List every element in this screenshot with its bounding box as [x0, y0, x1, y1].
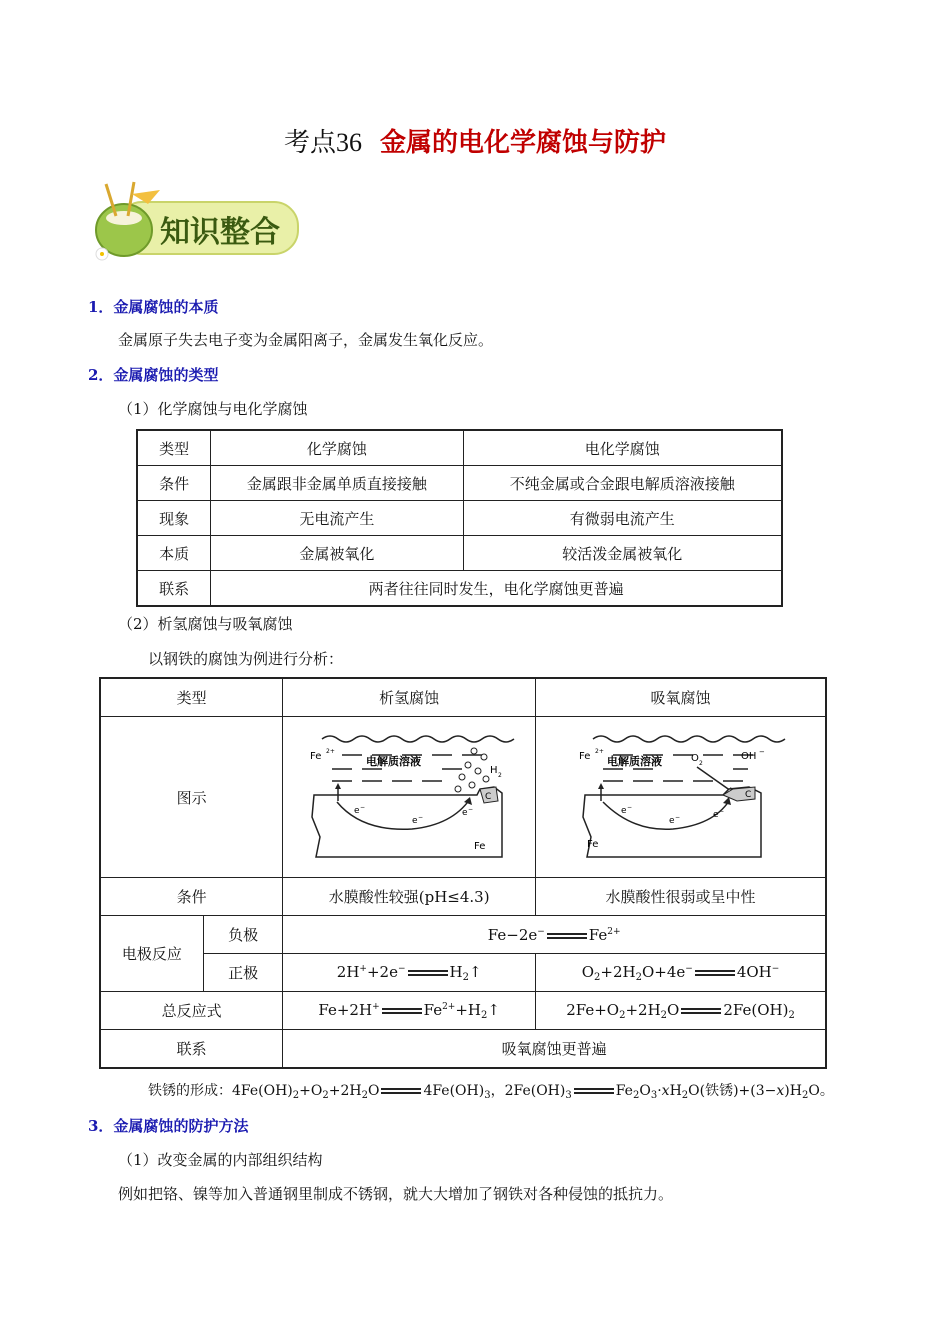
table-cell: 条件 — [100, 878, 283, 916]
svg-text:e: e — [669, 816, 675, 826]
table-cell: 负极 — [203, 916, 283, 954]
table-cell: 联系 — [137, 571, 211, 607]
rust-formation: 铁锈的形成：$4Fe(OH)_2+O_2+2H_2O$ $4Fe(OH)_3$，$2Fe(OH)_3$ $Fe_2O_3\cdot xH_2O$(铁锈)$+(3-x)H_2O$。 — [148, 1083, 834, 1101]
table-cell: 水膜酸性很弱或呈中性 — [536, 878, 826, 916]
title-prefix: 考点36 — [283, 128, 362, 157]
table-cell: 金属被氧化 — [211, 536, 463, 571]
h2-label: H — [489, 765, 498, 776]
table-cell: 析氢腐蚀 — [283, 678, 536, 717]
svg-text:−: − — [627, 804, 633, 811]
table-cell: 正极 — [203, 954, 283, 992]
table-row — [100, 1030, 826, 1069]
svg-text:Fe: Fe — [579, 751, 591, 762]
table-cell: 现象 — [137, 501, 211, 536]
chemical-vs-electrochemical-table — [136, 429, 783, 607]
section-2-sub1: （1）化学腐蚀与电化学腐蚀 — [118, 400, 308, 418]
oxygen-corrosion-diagram — [536, 717, 826, 878]
table-cell: 金属跟非金属单质直接接触 — [211, 466, 463, 501]
table-cell: 电化学腐蚀 — [463, 430, 782, 466]
section-3-sub1: （1）改变金属的内部组织结构 — [118, 1151, 323, 1169]
svg-text:−: − — [467, 806, 473, 813]
o2-label: O — [691, 753, 699, 764]
svg-text:C: C — [745, 790, 752, 800]
hydrogen-corrosion-diagram — [283, 717, 536, 878]
svg-text:−: − — [359, 804, 365, 811]
svg-text:Fe: Fe — [587, 839, 599, 850]
svg-text:2+: 2+ — [595, 748, 604, 755]
table-row — [137, 536, 782, 571]
svg-text:2: 2 — [699, 760, 703, 767]
table-cell: 联系 — [100, 1030, 283, 1069]
svg-text:−: − — [675, 814, 681, 821]
table-cell: 吸氧腐蚀 — [536, 678, 826, 717]
carbon-label: C — [484, 792, 491, 802]
table-cell: 两者往往同时发生，电化学腐蚀更普遍 — [211, 571, 782, 607]
section-1-heading: 1．金属腐蚀的本质 — [88, 298, 219, 316]
cathode-oxygen-equation: $O_2+2H_2O+4e^-$ 4OH− — [536, 954, 826, 992]
table-cell: 图示 — [100, 717, 283, 878]
total-oxygen-equation: $2Fe+O_2+2H_2O$ $2Fe(OH)_2$ — [536, 992, 826, 1030]
svg-text:−: − — [759, 748, 765, 756]
knowledge-banner — [88, 180, 303, 266]
fe2-charge: 2+ — [325, 748, 335, 755]
svg-text:e: e — [411, 816, 418, 826]
table-cell: 条件 — [137, 466, 211, 501]
table-row — [100, 717, 826, 878]
section-3-body: 例如把铬、镍等加入普通钢里制成不锈钢，就大大增加了钢铁对各种侵蚀的抵抗力。 — [118, 1185, 674, 1203]
section-2-heading: 2．金属腐蚀的类型 — [88, 366, 219, 384]
svg-text:−: − — [719, 808, 725, 815]
oh-label: OH — [741, 751, 757, 762]
fe2-label: Fe — [309, 751, 322, 762]
table-cell: 无电流产生 — [211, 501, 463, 536]
table-row — [100, 678, 826, 717]
section-1-body: 金属原子失去电子变为金属阳离子，金属发生氧化反应。 — [118, 331, 494, 349]
title-main: 金属的电化学腐蚀与防护 — [380, 128, 667, 158]
section-3-heading: 3．金属腐蚀的防护方法 — [88, 1117, 249, 1135]
table-cell: 本质 — [137, 536, 211, 571]
fe-label: Fe — [473, 841, 486, 852]
h2-sub: 2 — [497, 772, 502, 779]
table-row — [137, 571, 782, 607]
table-row — [137, 430, 782, 466]
electron-label: e — [353, 806, 360, 816]
table-cell: 较活泼金属被氧化 — [463, 536, 782, 571]
svg-text:−: − — [417, 814, 423, 821]
table-row — [100, 878, 826, 916]
total-hydrogen-equation: Fe+2H+ $Fe^{2+}+H_2↑$ — [283, 992, 536, 1030]
table-row — [137, 466, 782, 501]
table-cell: 类型 — [100, 678, 283, 717]
anode-equation: Fe−2e− $Fe^{2+}$ — [283, 916, 826, 954]
section-2-sub2: （2）析氢腐蚀与吸氧腐蚀 — [118, 615, 293, 633]
table-cell: 电极反应 — [100, 916, 203, 992]
table-cell: 吸氧腐蚀更普遍 — [283, 1030, 826, 1069]
table-row — [100, 916, 826, 954]
svg-text:e: e — [621, 806, 627, 816]
table-row — [137, 501, 782, 536]
section-2-intro: 以钢铁的腐蚀为例进行分析： — [148, 650, 344, 668]
banner-text: 知识整合 — [160, 215, 280, 250]
table-cell: 不纯金属或合金跟电解质溶液接触 — [463, 466, 782, 501]
table-cell: 有微弱电流产生 — [463, 501, 782, 536]
table-cell: 类型 — [137, 430, 211, 466]
table-cell: 化学腐蚀 — [211, 430, 463, 466]
table-row — [100, 992, 826, 1030]
table-cell: 水膜酸性较强(pH≤4.3) — [283, 878, 536, 916]
table-row — [100, 954, 826, 992]
electrolyte-label: 电解质溶液 — [365, 755, 421, 768]
page-title — [0, 122, 950, 159]
cathode-hydrogen-equation: 2H++2e− $H_2↑$ — [283, 954, 536, 992]
svg-text:e: e — [461, 808, 468, 818]
hydrogen-vs-oxygen-corrosion-table — [99, 677, 827, 1069]
table-cell: 总反应式 — [100, 992, 283, 1030]
svg-text:电解质溶液: 电解质溶液 — [607, 755, 663, 768]
coconut-banner-icon — [88, 180, 303, 266]
svg-text:e: e — [713, 810, 719, 820]
